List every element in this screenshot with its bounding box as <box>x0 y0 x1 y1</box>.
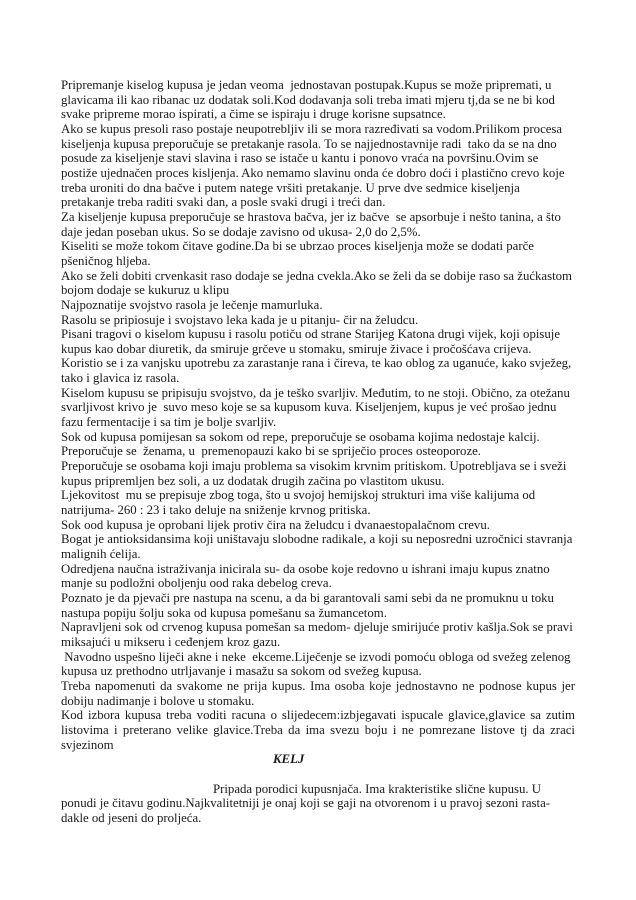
text-line: malignih ćelija. <box>61 547 141 561</box>
text-line: pšeničnog hljeba. <box>61 253 151 268</box>
text-line: dobiju nadimanje i bolove u stomaku. <box>61 693 255 708</box>
text-line: Napravljeni sok od crvenog kupusa pomešan sa medom- djeluje smirijuće protiv kašlja.Sok se pravi <box>61 620 573 635</box>
text-line: kupus kao dobar diuretik, da smiruje grčeve u stomaku, smiruje živace i pročošćava crijeva. <box>61 341 532 356</box>
text-line: natrijuma- 260 : 23 i tako deluje na sniženje krvnog pritiska. <box>61 503 371 518</box>
text-line: fazu fermentacije i sa tim je bolje svarljiv. <box>61 415 277 430</box>
text-line: bojom dodaje se kukuruz u klipu <box>61 283 230 298</box>
text-line: pretakanje treba raditi svaki dan, a posle svaki drugi i treći dan. <box>61 195 386 210</box>
text-line: Najpoznatije svojstvo rasola je lečenje mamurluka. <box>61 297 323 312</box>
text-line: miksajući u mikseru i ceđenjem kroz gazu. <box>61 634 281 649</box>
text-line: kiseljenja kupusa preporučuje se pretakanje rasola. To se najjednostavnije radi tako da se na dno <box>61 136 557 151</box>
text-line: Pripremanje kiselog kupusa je jedan veoma jednostavan postupak.Kupus se može pripremati, u <box>61 78 552 92</box>
text-line: Poznato je da pjevači pre nastupa na scenu, a da bi garantovali sami sebi da ne promuknu u toku <box>61 590 554 605</box>
text-line: Rasolu se pripiosuje i svojstavo leka kada je u pitanju- čir na želudcu. <box>61 312 419 327</box>
text-line: Kiseliti se može tokom čitave godine.Da bi se ubrzao proces kiseljenja može se dodati parče <box>61 239 534 254</box>
section-heading: KELJ <box>273 752 305 767</box>
text-line: tako i glavica iz rasola. <box>61 371 180 386</box>
text-line: Preporučuje se ženama, u premenopauzi kako bi se spriječio proces osteoporoze. <box>61 444 482 459</box>
text-line: Ako se kupus presoli raso postaje neupotrebljiv ili se mora razređivati sa vodom.Prilikom procesa <box>61 121 563 136</box>
text-line: svarljivost krivo je suvo meso koje se sa kupusom kuva. Kiseljenjem, kupus je već prošao jednu <box>61 400 557 415</box>
text-line: Sok od kupusa pomijesan sa sokom od repe, preporučuje se osobama kojima nedostaje kalcij. <box>61 429 540 444</box>
text-line: svake pripreme morao ispirati, a čime se ispiraju i druge korisne supsatnce. <box>61 107 446 122</box>
text-line: kupusa uz prethodno utrljavanje i masažu sa sokom od svežeg kupusa. <box>61 664 422 679</box>
text-line: Preporučuje se osobama koji imaju problema sa visokim krvnim pritiskom. Upotrebljava se i sveži <box>61 459 567 474</box>
text-line: Kod izbora kupusa treba voditi racuna o slijedecem:izbjegavati ispucale glavice,glavice sa zutim <box>61 708 575 723</box>
text-line: posude za kiseljenje stavi slavina i raso se istače u kantu i ponovo vraća na površinu.Ovim se <box>61 151 539 166</box>
text-line: treba uroniti do dna bačve i putem natege vršiti pretakanje. U prve dve sedmice kiseljenja <box>61 180 520 195</box>
text-line: Koristio se i za vanjsku upotrebu za zarastanje rana i čireva, te kao oblog za uganuće, kako svježeg, <box>61 356 572 371</box>
document-body <box>61 78 575 825</box>
text-line: Za kiseljenje kupusa preporučuje se hrastova bačva, jer iz bačve se apsorbuje i nešto tanina, a što <box>61 209 561 224</box>
text-line: Odredjena naučna istraživanja inicirala su- da osobe koje redovno u ishrani imaju kupus znatno <box>61 561 550 576</box>
text-line: listovima i preterano velike glavice.Treba da ima svezu boju i ne pomrezane listove tj da zraci <box>61 722 575 737</box>
text-line: svjezinom <box>61 737 114 752</box>
text-line: Navodno uspešno liječi akne i neke ekceme.Liječenje se izvodi pomoću obloga od svežeg zelenog <box>61 649 571 664</box>
text-line: nastupa popiju šolju soka od kupusa pomešanu sa žumancetom. <box>61 605 387 620</box>
blank-line <box>61 767 575 782</box>
section-text-line: dakle od jeseni do proljeća. <box>61 810 202 825</box>
text-line: Ljekovitost mu se prepisuje zbog toga, što u svojoj hemijskoj strukturi ima više kalijuma od <box>61 488 536 503</box>
section-text-line: Pripada porodici kupusnjača. Ima krakteristike slične kupusu. U <box>213 781 542 796</box>
text-line: Sok ood kupusa je oprobani lijek protiv čira na želudcu i dvanaestopalačnom crevu. <box>61 517 490 532</box>
text-line: Kiselom kupusu se pripisuju svojstvo, da je teško svarljiv. Međutim, to ne stoji. Obično, za otežanu <box>61 385 570 400</box>
text-line: Treba napomenuti da svakome ne prija kupus. Ima osoba koje jednostavno ne podnose kupus jer <box>61 678 575 693</box>
text-line: Pisani tragovi o kiselom kupusu i rasolu potiču od strane Starijeg Katona drugi vijek, koji opisuje <box>61 327 561 342</box>
text-line: Bogat je antioksidansima koji uništavaju slobodne radikale, a koji su neposredni uzročnici stavranja <box>61 532 573 547</box>
text-line: glavicama ili kao ribanac uz dodatak soli.Kod dodavanja soli treba imati mjeru tj,da se ne bi kod <box>61 92 555 107</box>
text-line: manje su podložni oboljenju ood raka debelog creva. <box>61 576 332 591</box>
text-line: daje jedan poseban ukus. So se dodaje zavisno od ukusa- 2,0 do 2,5%. <box>61 224 421 239</box>
text-line: postiže ujednačen proces kisljenja. Ako nemamo slavinu onda će dobro doći i plastično crevo koje <box>61 165 565 180</box>
text-line: kupus pripremljen bez soli, a uz dodatak drugih začina po vlastitom ukusu. <box>61 473 445 488</box>
text-line: Ako se želi dobiti crvenkasit raso dodaje se jedna cvekla.Ako se želi da se dobije raso sa žućkastom <box>61 268 572 283</box>
section-text-line: ponudi je čitavu godinu.Najkvalitetniji je onaj koji se gaji na otvorenom i u pravoj sezoni rasta- <box>61 796 551 811</box>
